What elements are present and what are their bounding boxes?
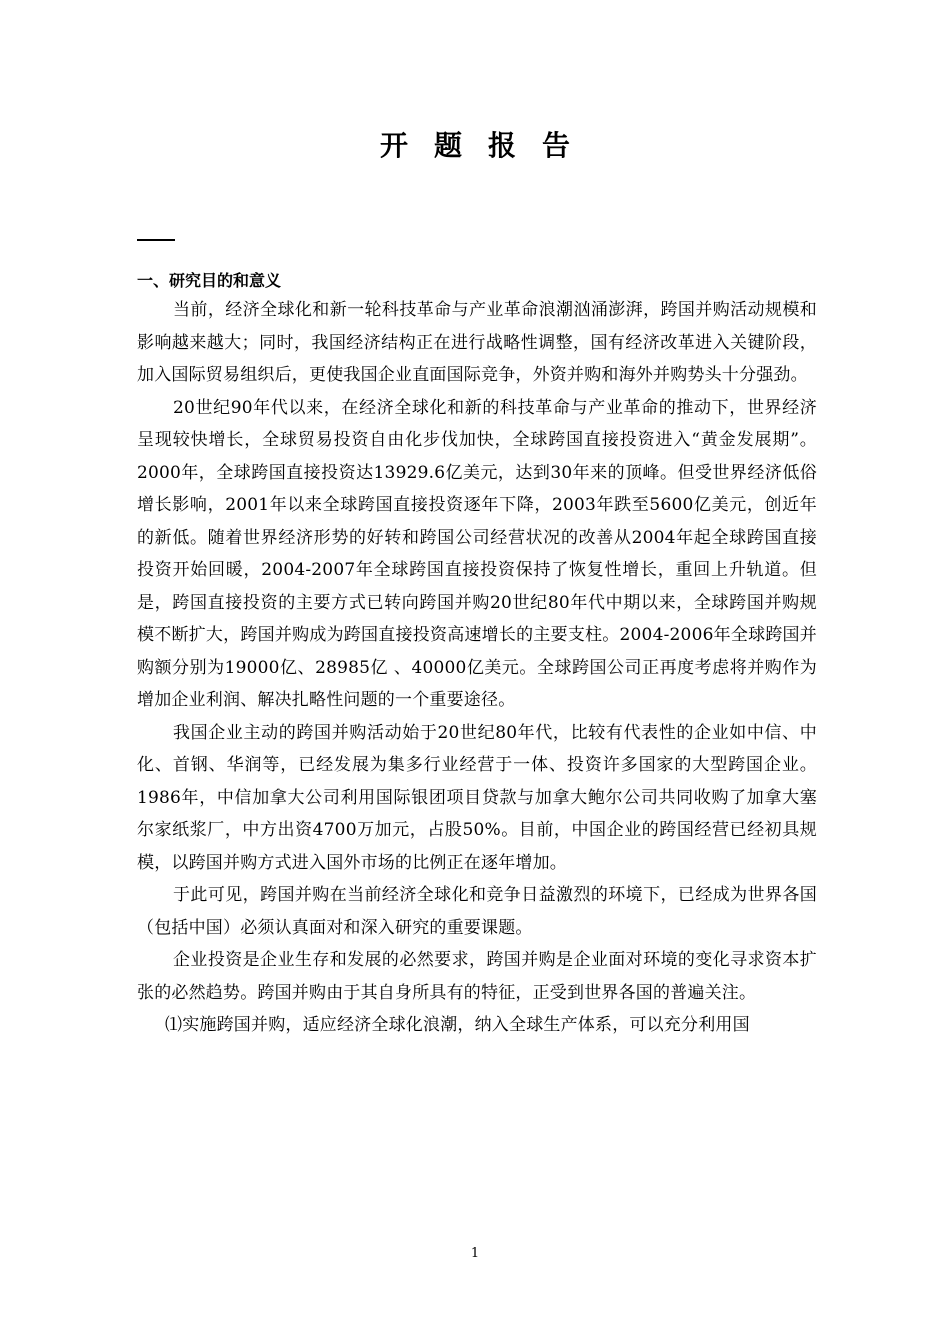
paragraph-3: 我国企业主动的跨国并购活动始于20世纪80年代，比较有代表性的企业如中信、中化、首钢、华润等，已经发展为集多行业经营于一体、投资许多国家的大型跨国企业。1986年，中信加拿大公司利用国际银团项目贷款与加拿大鲍尔公司共同收购了加拿大塞尔家纸浆厂，中方出资4700万加元，占股50%。目前，中国企业的跨国经营已经初具规模，以跨国并购方式进入国外市场的比例正在逐年增加。 [137,722,817,873]
document-body [137,270,817,1042]
section-heading: 一、研究目的和意义 [137,271,282,290]
page-title: 开题报告 [379,129,596,162]
short-divider [137,239,175,241]
paragraph-4: 于此可见，跨国并购在当前经济全球化和竞争日益激烈的环境下，已经成为世界各国（包括中国）必须认真面对和深入研究的重要课题。 [137,885,817,938]
paragraph-2: 20世纪90年代以来，在经济全球化和新的科技革命与产业革命的推动下，世界经济呈现较快增长，全球贸易投资自由化步伐加快，全球跨国直接投资进入“黄金发展期”。2000年，全球跨国直接投资达13929.6亿美元，达到30年来的顶峰。但受世界经济低俗增长影响，2001年以来全球跨国直接投资逐年下降，2003年跌至5600亿美元，创近年的新低。随着世界经济形势的好转和跨国公司经营状况的改善从2004年起全球跨国直接投资开始回暖，2004-2007年全球跨国直接投资保持了恢复性增长，重回上升轨道。但是，跨国直接投资的主要方式已转向跨国并购20世纪80年代中期以来，全球跨国并购规模不断扩大，跨国并购成为跨国直接投资高速增长的主要支柱。2004-2006年全球跨国并购额分别为19000亿、28985亿 、40000亿美元。全球跨国公司正再度考虑将并购作为增加企业利润、解决扎略性问题的一个重要途径。 [137,397,817,710]
paragraph-1: 当前，经济全球化和新一轮科技革命与产业革命浪潮汹涌澎湃，跨国并购活动规模和影响越来越大；同时，我国经济结构正在进行战略性调整，国有经济改革进入关键阶段，加入国际贸易组织后，更使我国企业直面国际竞争，外资并购和海外并购势头十分强劲。 [137,300,817,385]
paragraph-list-item-1: ⑴实施跨国并购，适应经济全球化浪潮，纳入全球生产体系，可以充分利用国 [165,1015,750,1035]
page-number: 1 [470,1246,480,1261]
paragraph-5: 企业投资是企业生存和发展的必然要求，跨国并购是企业面对环境的变化寻求资本扩张的必然趋势。跨国并购由于其自身所具有的特征，正受到世界各国的普遍关注。 [137,950,817,1003]
